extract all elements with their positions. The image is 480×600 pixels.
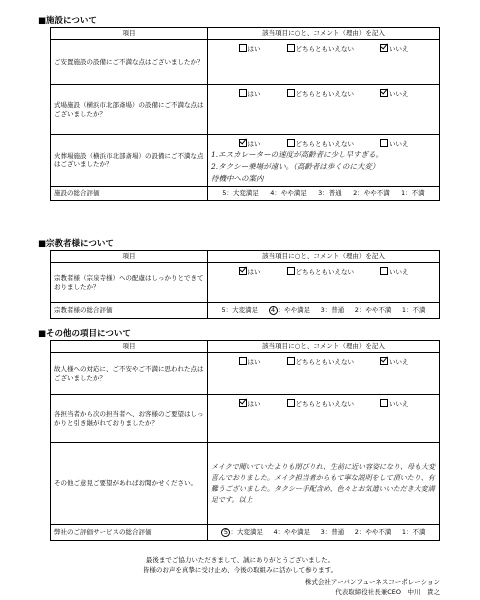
checkbox-no[interactable] [380, 139, 388, 147]
checkbox-no-checked[interactable] [380, 89, 388, 97]
selected-circle-mark: 4 [269, 306, 278, 315]
section-title-religious: ■宗教者様について [38, 239, 114, 249]
facility-total-label: 施設の総合評価 [51, 186, 208, 200]
religious-q1: 宗教者様（宗泉寺様）への配慮はしっかりとできておりましたか？ [51, 263, 208, 303]
header-answer: 該当項目に○と、コメント（理由）を記入 [208, 28, 440, 40]
section-title-facility: ■施設について [38, 16, 97, 26]
other-q1-options: はい どちらともいえない いいえ [211, 354, 436, 367]
checkbox-yes-checked[interactable] [239, 399, 247, 407]
facility-q2-options: はい どちらともいえない いいえ [211, 86, 436, 99]
facility-q3-comment: 1.エスカレーターの速度が高齢者に少し早すぎる。 2.タクシー乗場が遠い。（高齢者は歩くのに大変） 待機中への案内 [211, 149, 384, 183]
facility-q3: 火葬場施設（横浜市北部斎場）の設備にご不満な点はございましたか？ [51, 135, 208, 187]
facility-table [50, 27, 440, 201]
checkbox-yes-checked[interactable] [239, 139, 247, 147]
checkbox-neutral[interactable] [287, 139, 295, 147]
checkbox-neutral[interactable] [287, 44, 295, 52]
checkbox-no-checked[interactable] [380, 44, 388, 52]
religious-table: 項目 該当項目に○と、コメント（理由）を記入 宗教者様（宗泉寺様）への配慮はしっかりとできておりましたか？ はい どちらともいえない いいえ 宗教者様の総合評価 5：大変満足 4 ：やや満足 3：普通 2：やや不満 1：不満 [50, 250, 440, 319]
facility-q2: 式場施設（横浜市北部斎場）の設備にご不満な点はございましたか？ [51, 85, 208, 135]
other-q2: 各担当者から次の担当者へ、お客様のご要望はしっかりと引き継がれておりましたか？ [51, 395, 208, 443]
checkbox-neutral[interactable] [287, 357, 295, 365]
other-table: 項目 該当項目に○と、コメント（理由）を記入 故人様への対応に、ご不安やご不満に思われた点はございましたか？ はい どちらともいえない いいえ 各担当者から次の担当者へ、お客様のご要望はしっかりと引き継がれておりましたか？ はい どちらともいえない いいえ その他ご意見ご要望があればお聞かせください。 メイクで聞いていたよりも閉びりれ、生前に近い容姿になり、母も大変喜んでおりました。メイク担当者からもて寧な説明をして頂いたり、有難うございました。タクシー手配含め、色々とお気遣いいただき大変満足です。以上 弊社のご評価サービスの総合評価 5 ：大変満足 4：やや満足 3：普通 2：やや不満 1：不満 [50, 340, 440, 541]
checkbox-yes[interactable] [239, 44, 247, 52]
footer-thanks: 最後までご協力いただきまして、誠にありがとうございました。 [145, 556, 335, 564]
other-q1: 故人様への対応に、ご不安やご不満に思われた点はございましたか？ [51, 353, 208, 395]
checkbox-neutral[interactable] [287, 267, 295, 275]
other-total-label: 弊社のご評価サービスの総合評価 [51, 525, 208, 541]
footer-ceo: 代表取締役社長兼CEO 中川 貴之 [335, 588, 440, 596]
other-total-scale: 5 ：大変満足 4：やや満足 3：普通 2：やや不満 1：不満 [211, 528, 436, 537]
section-title-other: ■その他の項目について [38, 329, 131, 339]
facility-total-scale: 5：大変満足 4：やや満足 3：普通 2：やや不満 1：不満 [222, 188, 425, 197]
other-q3-comment: メイクで聞いていたよりも閉びりれ、生前に近い容姿になり、母も大変喜んでおりました。メイク担当者からもて寧な説明をして頂いたり、有難うございました。タクシー手配含め、色々とお気遣いいただき大変満足です。以上 [211, 462, 436, 504]
religious-total-label: 宗教者様の総合評価 [51, 303, 208, 319]
checkbox-no[interactable] [380, 399, 388, 407]
checkbox-neutral[interactable] [287, 89, 295, 97]
other-q3: その他ご意見ご要望があればお聞かせください。 [51, 443, 208, 525]
checkbox-yes[interactable] [239, 357, 247, 365]
footer-company: 株式会社アーバンフューネスコーポレーション [304, 578, 440, 586]
header-item: 項目 [51, 28, 208, 40]
selected-circle-mark: 5 [221, 528, 230, 537]
checkbox-no-checked[interactable] [380, 357, 388, 365]
facility-q3-options: はい どちらともいえない いいえ [211, 136, 436, 149]
checkbox-neutral[interactable] [287, 399, 295, 407]
checkbox-no[interactable] [380, 267, 388, 275]
facility-q1-options: はい どちらともいえない いいえ [211, 41, 436, 54]
checkbox-yes[interactable] [239, 89, 247, 97]
religious-total-scale: 5：大変満足 4 ：やや満足 3：普通 2：やや不満 1：不満 [221, 306, 426, 314]
other-q2-options: はい どちらともいえない いいえ [211, 396, 436, 409]
facility-q1: ご安置施設の設備にご不満な点はございましたか？ [51, 40, 208, 85]
checkbox-yes-checked[interactable] [239, 267, 247, 275]
religious-q1-options: はい どちらともいえない いいえ [211, 264, 436, 277]
footer-commitment: 皆様のお声を真摯に受け止め、今後の取組みに活かして参ります。 [142, 566, 338, 574]
